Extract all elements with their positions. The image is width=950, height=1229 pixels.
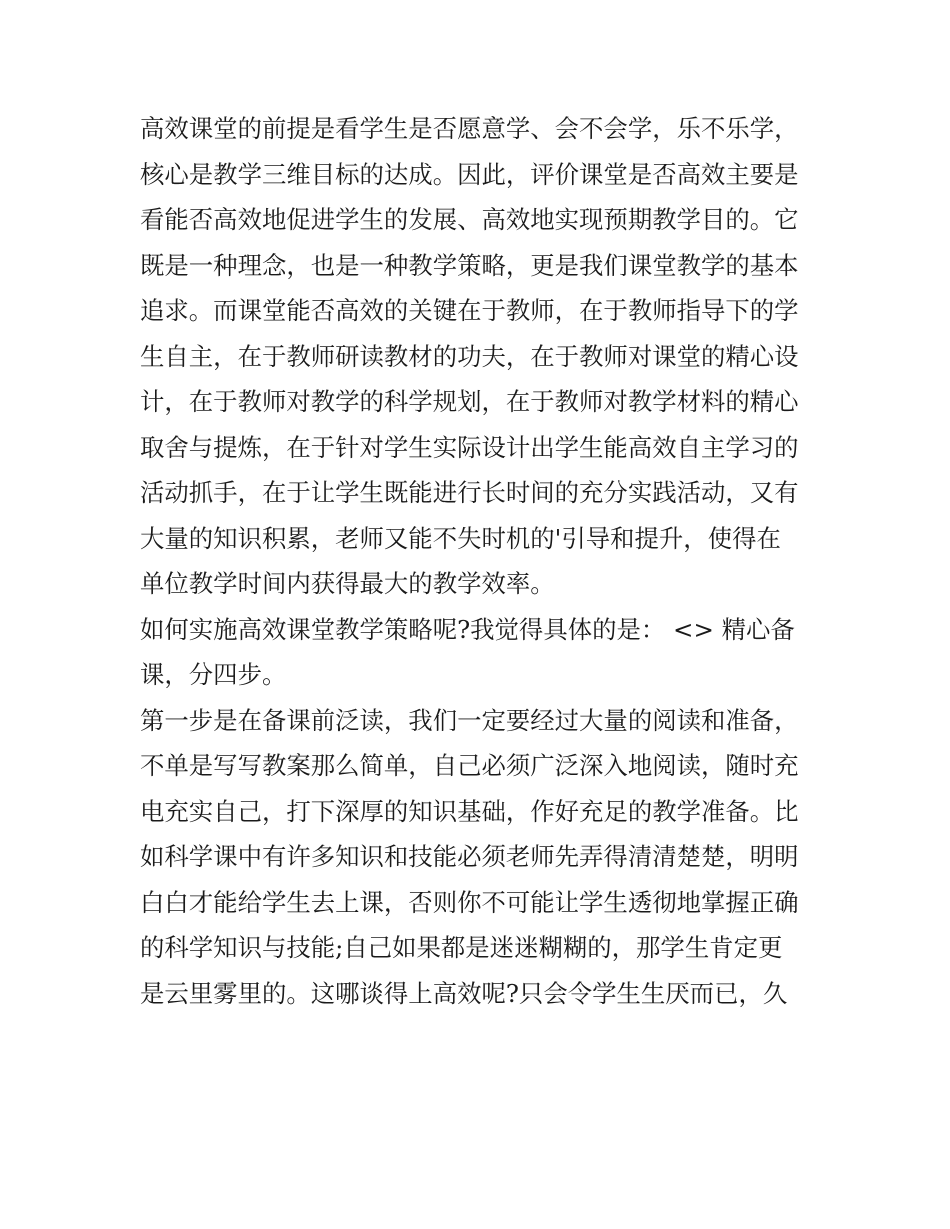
text-line: 第一步是在备课前泛读，我们一定要经过大量的阅读和准备， [140, 705, 799, 735]
text-line: 既是一种理念，也是一种教学策略，更是我们课堂教学的基本 [140, 250, 799, 280]
text-line: 活动抓手，在于让学生既能进行长时间的充分实践活动，又有 [140, 478, 799, 507]
document-body [140, 106, 820, 1016]
text-line: 的科学知识与技能;自己如果都是迷迷糊糊的，那学生肯定更 [140, 933, 783, 962]
text-line: 大量的知识积累，老师又能不失时机的'引导和提升，使得在 [140, 523, 781, 553]
text-line: 核心是教学三维目标的达成。因此，评价课堂是否高效主要是 [140, 159, 799, 189]
text-line: 单位教学时间内获得最大的教学效率。 [140, 569, 555, 598]
text-line: 取舍与提炼，在于针对学生实际设计出学生能高效自主学习的 [140, 432, 799, 462]
text-line: 如何实施高效课堂教学策略呢?我觉得具体的是： <> 精心备 [140, 614, 795, 644]
text-line: 生自主，在于教师研读教材的功夫，在于教师对课堂的精心设 [140, 341, 799, 371]
text-line: 如科学课中有许多知识和技能必须老师先弄得清清楚楚，明明 [140, 842, 799, 871]
text-line: 不单是写写教案那么简单，自己必须广泛深入地阅读，随时充 [140, 751, 799, 780]
text-line: 看能否高效地促进学生的发展、高效地实现预期教学目的。它 [140, 205, 799, 234]
text-line: 高效课堂的前提是看学生是否愿意学、会不会学，乐不乐学， [140, 114, 799, 143]
text-line: 课，分四步。 [140, 660, 287, 689]
text-line: 白白才能给学生去上课，否则你不可能让学生透彻地掌握正确 [140, 887, 799, 917]
text-line: 电充实自己，打下深厚的知识基础，作好充足的教学准备。比 [140, 796, 799, 826]
text-line: 是云里雾里的。这哪谈得上高效呢?只会令学生生厌而已，久 [140, 978, 788, 1008]
text-line: 追求。而课堂能否高效的关键在于教师，在于教师指导下的学 [140, 296, 799, 325]
text-line: 计，在于教师对教学的科学规划，在于教师对教学材料的精心 [140, 387, 799, 416]
